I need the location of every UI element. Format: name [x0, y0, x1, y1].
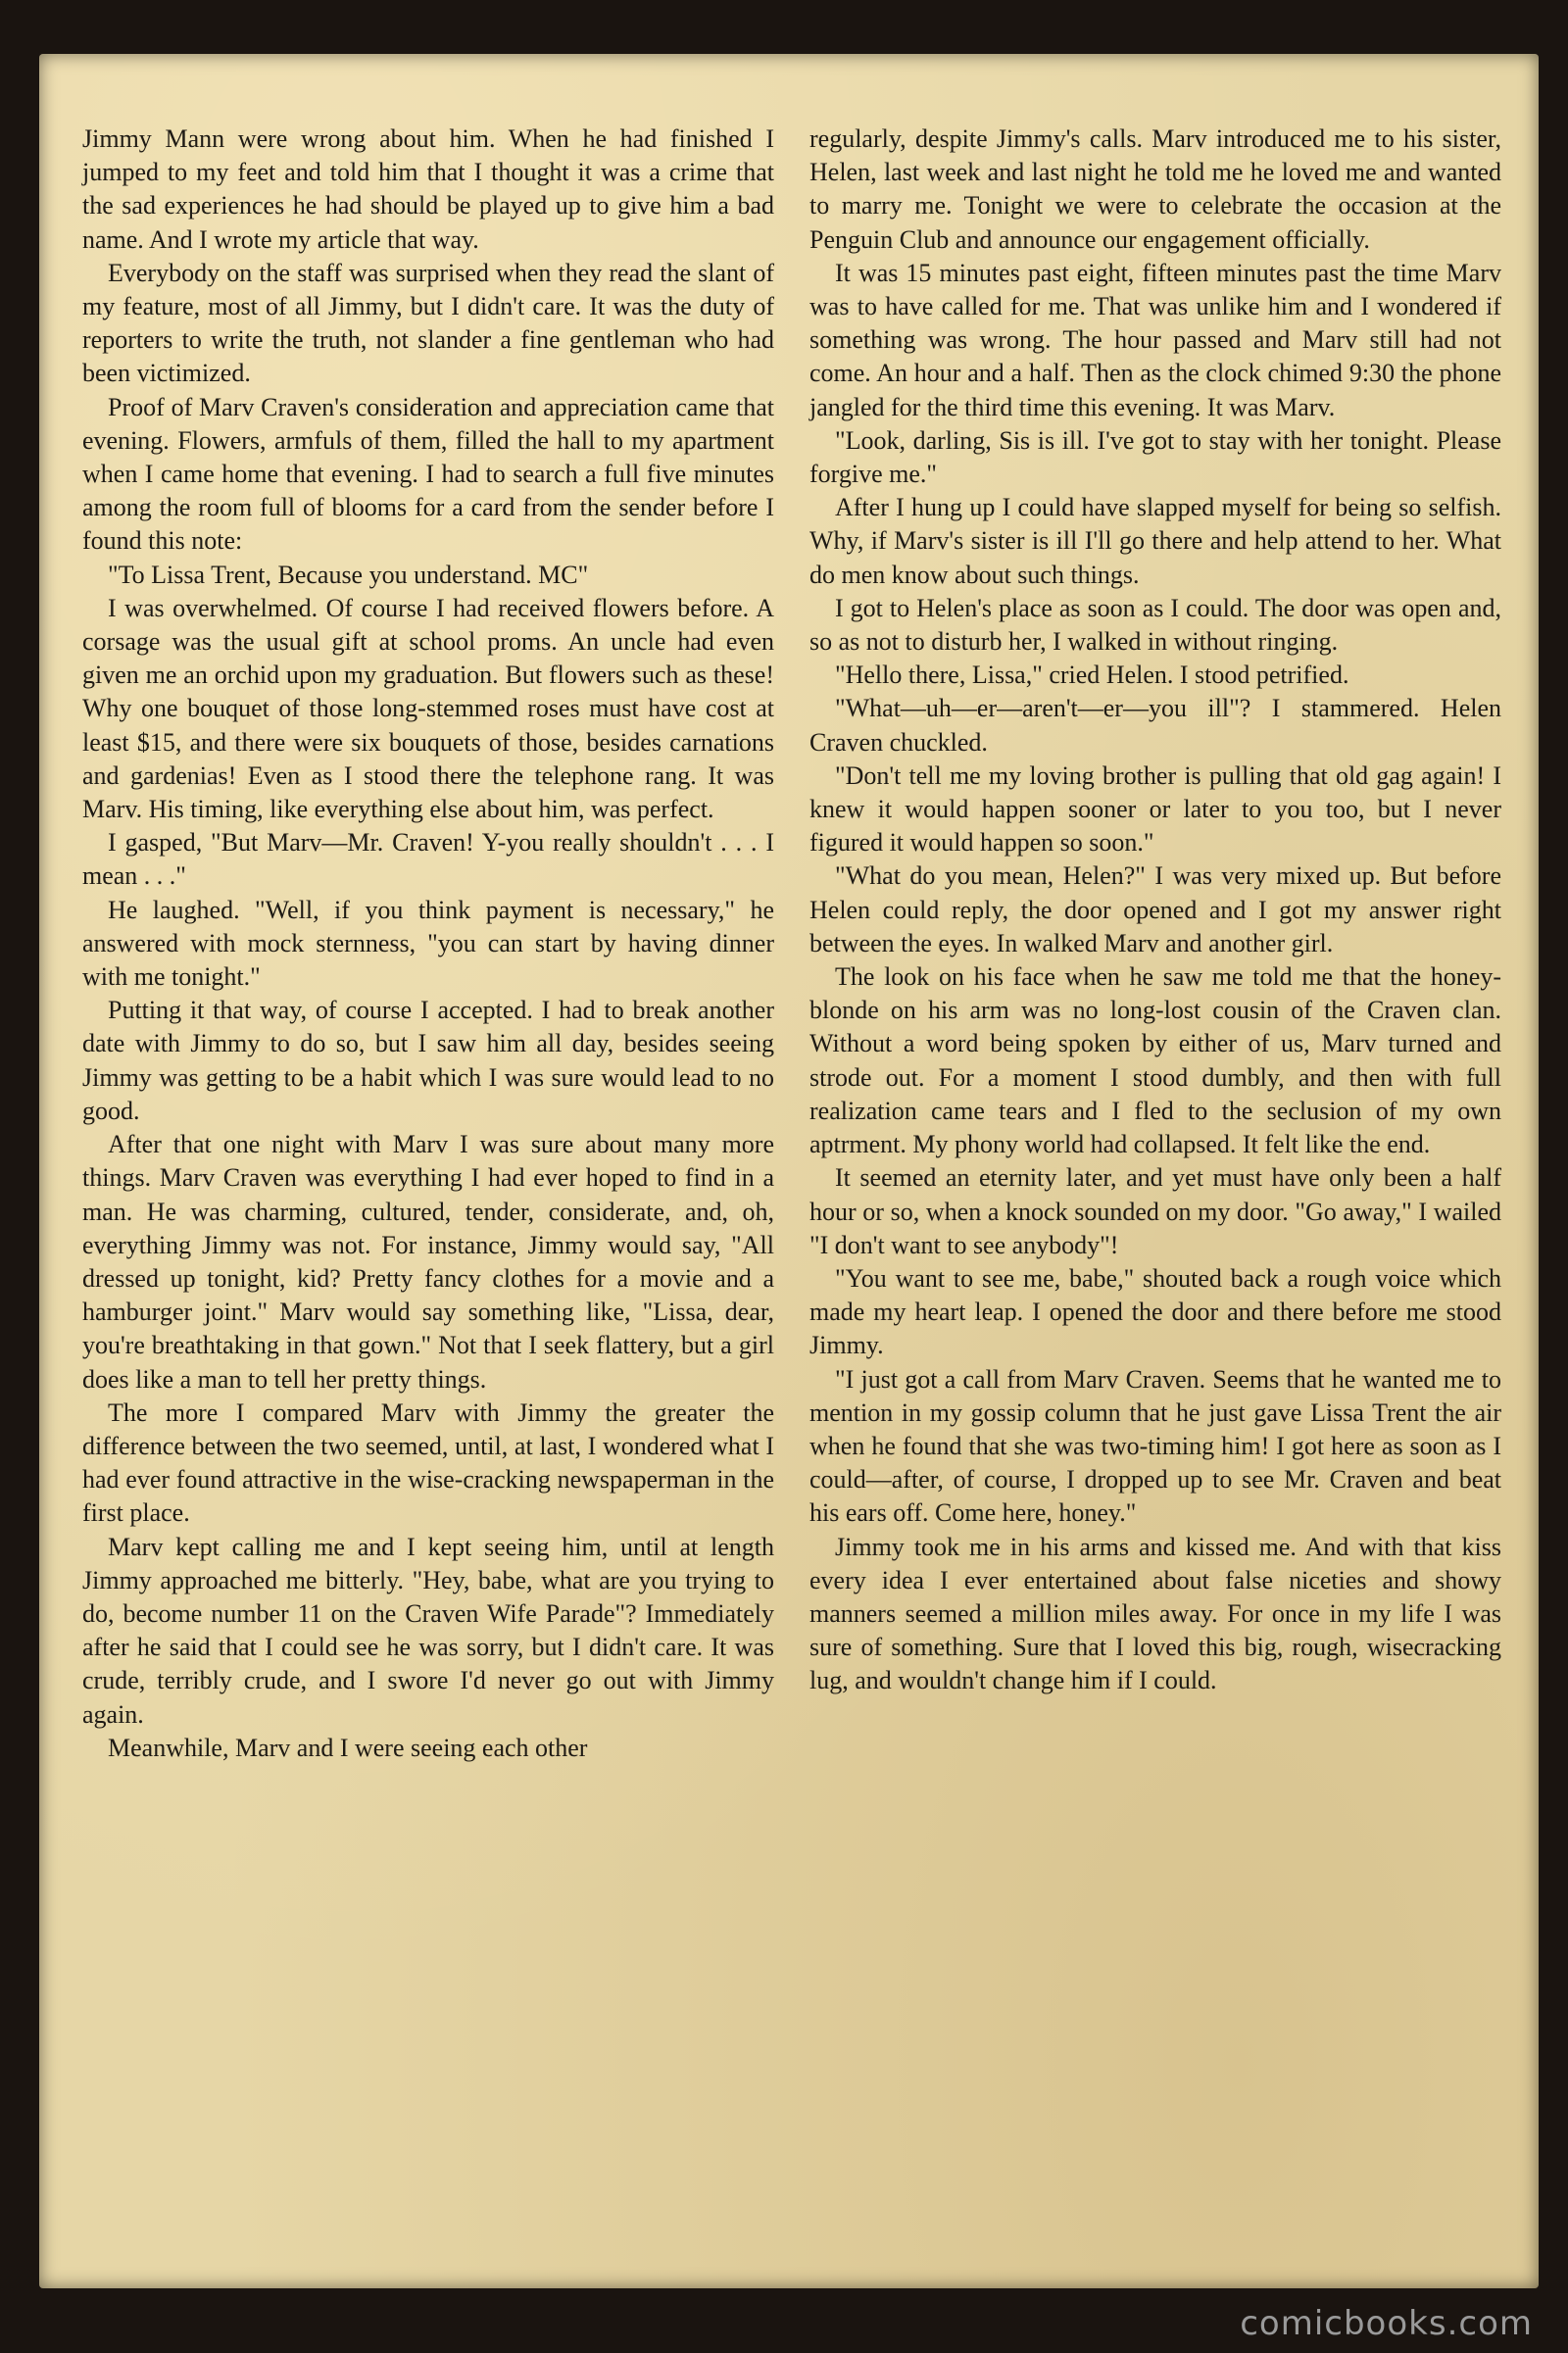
paragraph: "Hello there, Lissa," cried Helen. I stood petrified.: [835, 661, 1349, 690]
paragraph: It was 15 minutes past eight, fifteen minutes past the time Marv was to have called for me. That was unlike him and I wondered if something was wrong. The hour passed and Marv still had not come. An hour and a half. Then as the clock chimed 9:30 the phone jangled for the third time this evening. It was Marv.: [809, 258, 1501, 421]
paragraph: He laughed. "Well, if you think payment is necessary," he answered with mock sternness, "you can start by having dinner with me tonight.": [82, 895, 774, 992]
paragraph: I got to Helen's place as soon as I could. The door was open and, so as not to disturb her, I walked in without ringing.: [809, 593, 1501, 657]
paragraph: Jimmy Mann were wrong about him. When he had finished I jumped to my feet and told him that I thought it was a crime that the sad experiences he had should be played up to give him a bad name. And I wrote my article that way.: [82, 124, 774, 254]
paragraph: Jimmy took me in his arms and kissed me. And with that kiss every idea I ever entertained about false niceties and showy manners seemed a million miles away. For once in my life I was sure of something. Sure that I loved this big, rough, wisecracking lug, and wouldn't change him if I could.: [809, 1532, 1501, 1695]
magazine-page: [39, 54, 1539, 2288]
paragraph: Putting it that way, of course I accepted. I had to break another date with Jimmy to do so, but I saw him all day, besides seeing Jimmy was getting to be a habit which I was sure would lead to no good.: [82, 996, 774, 1125]
paragraph: "To Lissa Trent, Because you understand. MC": [108, 560, 589, 589]
site-watermark: comicbooks.com: [1240, 2304, 1533, 2343]
paragraph: Proof of Marv Craven's consideration and appreciation came that evening. Flowers, armfuls of them, filled the hall to my apartment when I came home that evening. I had to search a full five minutes among the room full of blooms for a card from the sender before I found this note:: [82, 392, 774, 556]
paragraph: The look on his face when he saw me told me that the honey-blonde on his arm was no long-lost cousin of the Craven clan. Without a word being spoken by either of us, Marv turned and strode out. For a moment I stood dumbly, and then with full realization came tears and I fled to the seclusion of my own aptrment. My phony world had collapsed. It felt like the end.: [809, 962, 1501, 1159]
paragraph: "What—uh—er—aren't—er—you ill"? I stammered. Helen Craven chuckled.: [809, 694, 1501, 757]
paragraph: regularly, despite Jimmy's calls. Marv introduced me to his sister, Helen, last week and last night he told me he loved me and wanted to marry me. Tonight we were to celebrate the occasion at the Penguin Club and announce our engagement officially.: [809, 124, 1501, 254]
paragraph: "What do you mean, Helen?" I was very mixed up. But before Helen could reply, the door opened and I got my answer right between the eyes. In walked Marv and another girl.: [809, 861, 1501, 957]
paragraph: "Look, darling, Sis is ill. I've got to stay with her tonight. Please forgive me.": [809, 425, 1501, 489]
paragraph: "I just got a call from Marv Craven. Seems that he wanted me to mention in my gossip column that he just gave Lissa Trent the air when he found that she was two-timing him! I got here as soon as I could—after, of course, I dropped up to see Mr. Craven and beat his ears off. Come here, honey.": [809, 1364, 1501, 1528]
paragraph: After I hung up I could have slapped myself for being so selfish. Why, if Marv's sister is ill I'll go there and help attend to her. What do men know about such things.: [809, 493, 1501, 589]
paragraph: "You want to see me, babe," shouted back a rough voice which made my heart leap. I opened the door and there before me stood Jimmy.: [809, 1263, 1501, 1360]
text-column-left: [82, 123, 774, 1765]
paragraph: I gasped, "But Marv—Mr. Craven! Y-you really shouldn't . . . I mean . . .": [82, 828, 774, 891]
paragraph: Everybody on the staff was surprised when they read the slant of my feature, most of all Jimmy, but I didn't care. It was the duty of reporters to write the truth, not slander a fine gentleman who had been victimized.: [82, 258, 774, 388]
paragraph: The more I compared Marv with Jimmy the greater the difference between the two seemed, until, at last, I wondered what I had ever found attractive in the wise-cracking newspaperman in the first place.: [82, 1397, 774, 1528]
paragraph: Meanwhile, Marv and I were seeing each other: [108, 1733, 588, 1762]
paragraph: I was overwhelmed. Of course I had received flowers before. A corsage was the usual gift at school proms. An uncle had even given me an orchid upon my graduation. But flowers such as these! Why one bouquet of those long-stemmed roses must have cost at least $15, and there were six bouquets of those, besides carnations and gardenias! Even as I stood there the telephone rang. It was Marv. His timing, like everything else about him, was perfect.: [82, 593, 774, 824]
paragraph: After that one night with Marv I was sure about many more things. Marv Craven was everything I had ever hoped to find in a man. He was charming, cultured, tender, considerate, and, oh, everything Jimmy was not. For instance, Jimmy would say, "All dressed up tonight, kid? Pretty fancy clothes for a movie and a hamburger joint." Marv would say something like, "Lissa, dear, you're breathtaking in that gown." Not that I seek flattery, but a girl does like a man to tell her pretty things.: [82, 1130, 774, 1394]
paragraph: It seemed an eternity later, and yet must have only been a half hour or so, when a knock sounded on my door. "Go away," I wailed "I don't want to see anybody"!: [809, 1163, 1501, 1259]
paragraph: "Don't tell me my loving brother is pulling that old gag again! I knew it would happen sooner or later to you too, but I never figured it would happen so soon.": [809, 760, 1501, 858]
text-column-right: [809, 123, 1501, 1698]
paragraph: Marv kept calling me and I kept seeing him, until at length Jimmy approached me bitterly. "Hey, babe, what are you trying to do, become number 11 on the Craven Wife Parade"? Immediately after he said that I could see he was sorry, but I didn't care. It was crude, terribly crude, and I swore I'd never go out with Jimmy again.: [82, 1532, 774, 1729]
